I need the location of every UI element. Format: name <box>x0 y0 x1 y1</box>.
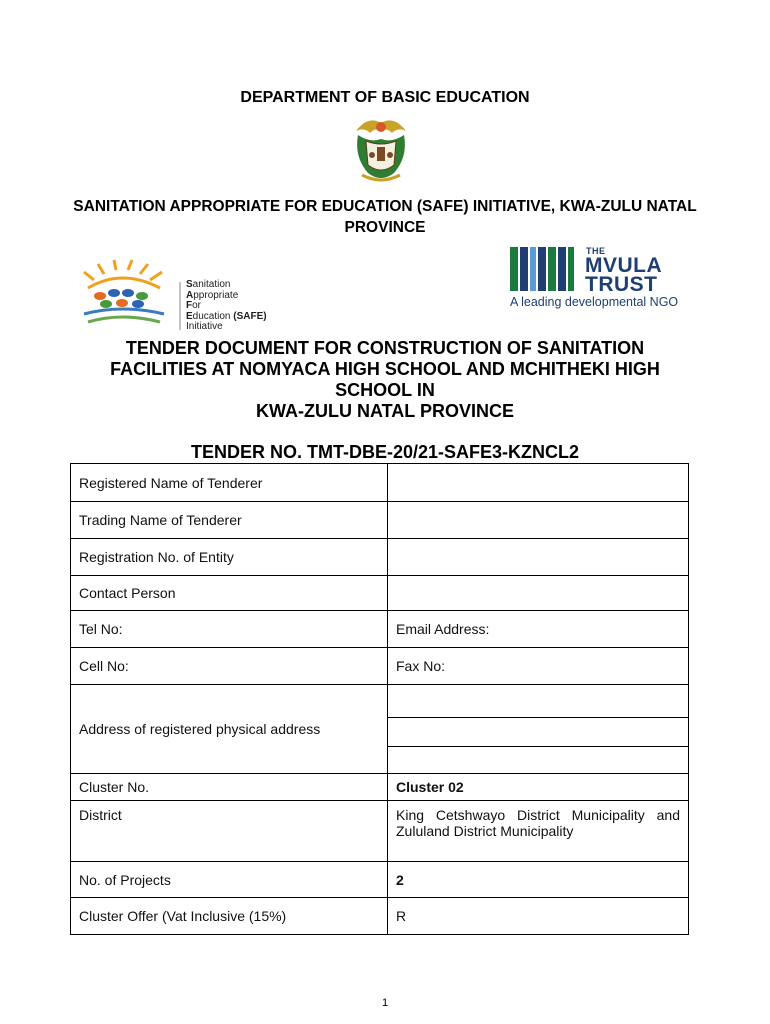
fax-no-field[interactable]: Fax No: <box>388 648 689 685</box>
table-row <box>71 464 689 502</box>
mvula-name-text: MVULA TRUST <box>585 254 663 296</box>
cluster-no-label: Cluster No. <box>71 774 388 801</box>
cluster-offer-field[interactable]: R <box>388 898 689 935</box>
table-row <box>71 539 689 576</box>
district-value: King Cetshwayo District Municipality and Zululand District Municipality <box>388 801 689 862</box>
cluster-no-value: Cluster 02 <box>388 774 689 801</box>
email-field[interactable]: Email Address: <box>388 611 689 648</box>
tender-title: TENDER DOCUMENT FOR CONSTRUCTION OF SANITATION FACILITIES AT NOMYACA HIGH SCHOOL AND MCHITHEKI HIGH SCHOOL IN KWA-ZULU NATAL PROVINCE <box>110 338 660 421</box>
tenderer-details-table <box>70 463 689 935</box>
mvula-tagline: A leading developmental NGO <box>510 295 679 309</box>
trading-name-field[interactable] <box>388 502 689 539</box>
safe-logo-text <box>186 280 267 333</box>
registration-no-label: Registration No. of Entity <box>71 539 388 576</box>
contact-person-label: Contact Person <box>71 576 388 611</box>
contact-person-field[interactable] <box>388 576 689 611</box>
table-row <box>71 685 689 718</box>
table-row <box>71 801 689 862</box>
safe-line: For <box>186 300 202 311</box>
trading-name-label: Trading Name of Tenderer <box>71 502 388 539</box>
safe-line: Appropriate <box>186 289 239 301</box>
registration-no-field[interactable] <box>388 539 689 576</box>
table-row <box>71 774 689 801</box>
registered-name-label: Registered Name of Tenderer <box>71 464 388 502</box>
table-row <box>71 502 689 539</box>
cluster-offer-label: Cluster Offer (Vat Inclusive (15%) <box>71 898 388 935</box>
district-label: District <box>71 801 388 862</box>
department-title: DEPARTMENT OF BASIC EDUCATION <box>240 89 530 106</box>
table-row <box>71 611 689 648</box>
address-line-3-field[interactable] <box>388 747 689 774</box>
cell-no-field[interactable]: Cell No: <box>71 648 388 685</box>
address-line-2-field[interactable] <box>388 718 689 747</box>
tender-number: TENDER NO. TMT-DBE-20/21-SAFE3-KZNCL2 <box>190 442 580 462</box>
safe-line: Sanitation <box>186 279 231 290</box>
projects-label: No. of Projects <box>71 862 388 898</box>
safe-line: Education (SAFE) <box>186 310 267 322</box>
page-number: 1 <box>381 997 389 1009</box>
tel-no-field[interactable]: Tel No: <box>71 611 388 648</box>
table-row <box>71 862 689 898</box>
safe-line: Initiative <box>186 321 223 332</box>
table-row <box>71 898 689 935</box>
address-line-1-field[interactable] <box>388 685 689 718</box>
table-row <box>71 648 689 685</box>
address-label: Address of registered physical address <box>71 685 388 774</box>
projects-value: 2 <box>388 862 689 898</box>
registered-name-field[interactable] <box>388 464 689 502</box>
initiative-title: SANITATION APPROPRIATE FOR EDUCATION (SAFE) INITIATIVE, KWA-ZULU NATAL PROVINCE <box>73 198 697 236</box>
coat-of-arms-icon <box>348 113 414 185</box>
mvula-the-text: THE <box>586 246 606 256</box>
table-row <box>71 576 689 611</box>
